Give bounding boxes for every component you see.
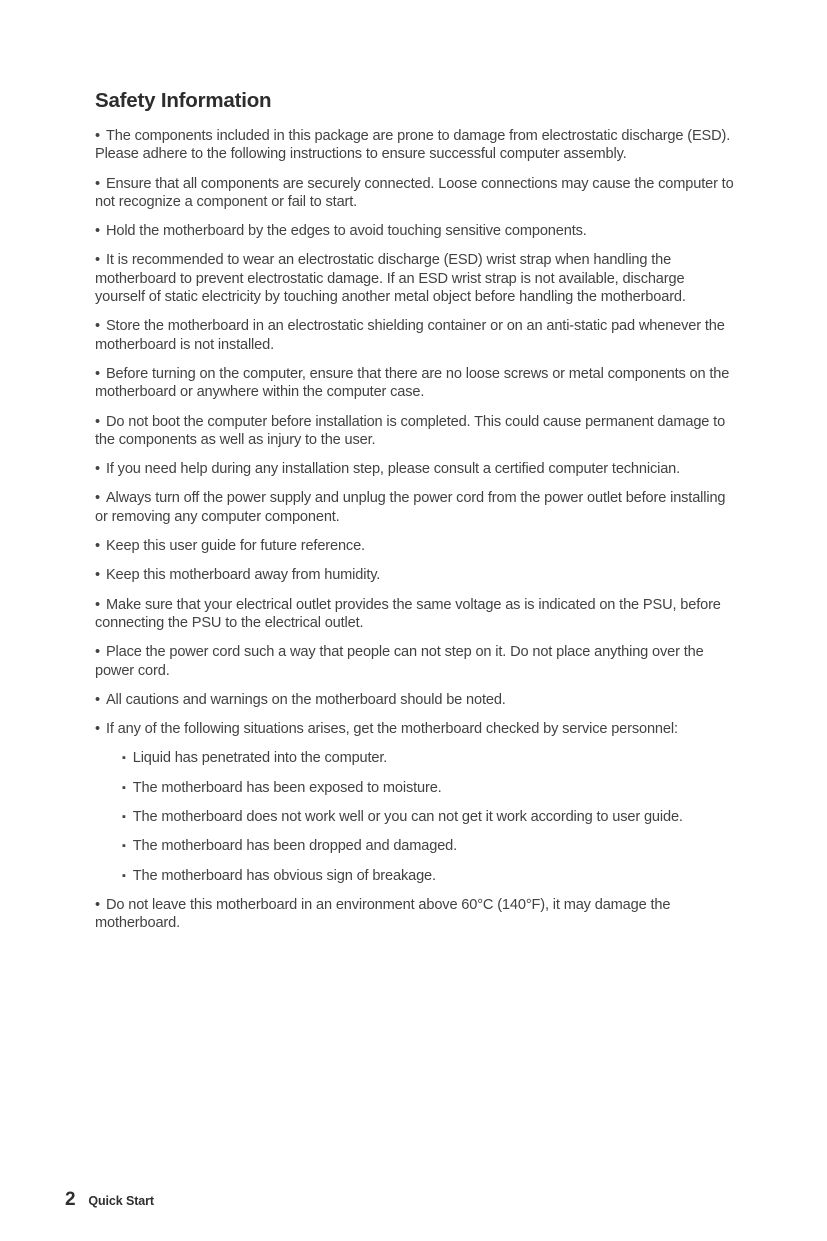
- bullet-marker: •: [95, 175, 100, 192]
- bullet-marker: •: [95, 128, 100, 144]
- bullet-text: Ensure that all components are securely connected. Loose connections may cause the computer to not recognize a component or fail to start.: [95, 175, 734, 210]
- bullet-marker: •: [95, 318, 100, 335]
- sub-bullet-marker: ▪: [122, 811, 126, 824]
- bullet-marker: •: [95, 538, 100, 555]
- bullet-item: [95, 317, 738, 354]
- bullet-text: Keep this motherboard away from humidity.: [105, 567, 381, 584]
- bullet-item: [95, 489, 738, 526]
- bullet-text: Do not boot the computer before installation is completed. This could cause permanent damage to the components as well as injury to the user.: [95, 413, 726, 448]
- sub-bullet-item: [122, 837, 738, 855]
- bullet-item: [95, 691, 738, 709]
- bullet-item: [95, 127, 738, 164]
- sub-bullet-text: The motherboard has been exposed to moisture.: [132, 779, 442, 796]
- bullet-text: Keep this user guide for future reference.: [105, 538, 365, 555]
- sub-bullet-item: [122, 779, 738, 797]
- sub-bullet-text: Liquid has penetrated into the computer.: [132, 750, 388, 767]
- bullet-marker: •: [95, 490, 100, 507]
- bullet-text: Place the power cord such a way that people can not step on it. Do not place anything over the power cord.: [95, 644, 704, 679]
- bullet-item: [95, 643, 738, 680]
- bullet-text: Hold the motherboard by the edges to avoid touching sensitive components.: [105, 223, 587, 240]
- bullet-item: [95, 251, 738, 306]
- bullet-item: [95, 896, 738, 933]
- bullet-marker: •: [95, 644, 100, 661]
- bullet-text: All cautions and warnings on the motherboard should be noted.: [105, 691, 506, 708]
- bullet-text: The components included in this package are prone to damage from electrostatic discharge (ESD). Please adhere to the following instructions to ensure successful computer assembly.: [95, 128, 731, 163]
- bullet-marker: •: [95, 596, 100, 613]
- bullet-marker: •: [95, 721, 100, 738]
- bullet-item: [95, 365, 738, 402]
- sub-bullet-marker: ▪: [122, 781, 126, 794]
- bullet-marker: •: [95, 365, 100, 382]
- bullet-text: Do not leave this motherboard in an environment above 60°C (140°F), it may damage the motherboard.: [95, 896, 671, 932]
- bullet-text: If you need help during any installation step, please consult a certified computer technician.: [105, 461, 681, 478]
- bullet-text: If any of the following situations arises, get the motherboard checked by service personnel:: [105, 721, 678, 738]
- sub-bullet-text: The motherboard does not work well or you can not get it work according to user guide.: [132, 809, 683, 826]
- bullet-marker: •: [95, 413, 100, 430]
- bullet-text: It is recommended to wear an electrostatic discharge (ESD) wrist strap when handling the motherboard to prevent electrostatic damage. If an ESD wrist strap is not available, discharge yourself of static electricity by touching another metal object before handling the motherboard.: [95, 252, 686, 306]
- page-title: Safety Information: [95, 89, 272, 112]
- bullet-item: [95, 460, 738, 478]
- sub-bullet-text: The motherboard has been dropped and damaged.: [132, 838, 458, 855]
- bullet-text: Before turning on the computer, ensure that there are no loose screws or metal components on the motherboard or anywhere within the computer case.: [95, 365, 730, 401]
- bullet-item: [95, 537, 738, 555]
- footer-section-label: Quick Start: [88, 1194, 154, 1208]
- bullet-marker: •: [95, 567, 100, 584]
- bullet-item: [95, 222, 738, 240]
- page-content: [95, 89, 738, 944]
- bullet-item: [95, 175, 738, 212]
- bullet-text: Store the motherboard in an electrostatic shielding container or on an anti-static pad whenever the motherboard is not installed.: [95, 318, 725, 353]
- bullet-marker: •: [95, 896, 100, 913]
- sub-bullet-item: [122, 749, 738, 767]
- sub-bullet-marker: ▪: [122, 869, 126, 882]
- bullet-item: [95, 566, 738, 584]
- sub-bullet-marker: ▪: [122, 752, 126, 765]
- page-footer: [65, 1189, 154, 1211]
- bullet-item: [95, 720, 738, 738]
- sub-bullet-item: [122, 867, 738, 885]
- sub-bullet-item: [122, 808, 738, 826]
- bullet-marker: •: [95, 252, 100, 269]
- bullet-item: [95, 596, 738, 633]
- page-number: 2: [65, 1189, 76, 1210]
- sub-bullet-marker: ▪: [122, 840, 126, 853]
- bullet-text: Always turn off the power supply and unplug the power cord from the power outlet before installing or removing any computer component.: [95, 490, 726, 525]
- bullet-marker: •: [95, 691, 100, 708]
- bullet-marker: •: [95, 461, 100, 478]
- bullet-marker: •: [95, 223, 100, 240]
- bullet-text: Make sure that your electrical outlet provides the same voltage as is indicated on the PSU, before connecting the PSU to the electrical outlet.: [95, 596, 721, 631]
- bullet-item: [95, 413, 738, 450]
- sub-bullet-text: The motherboard has obvious sign of breakage.: [132, 867, 436, 884]
